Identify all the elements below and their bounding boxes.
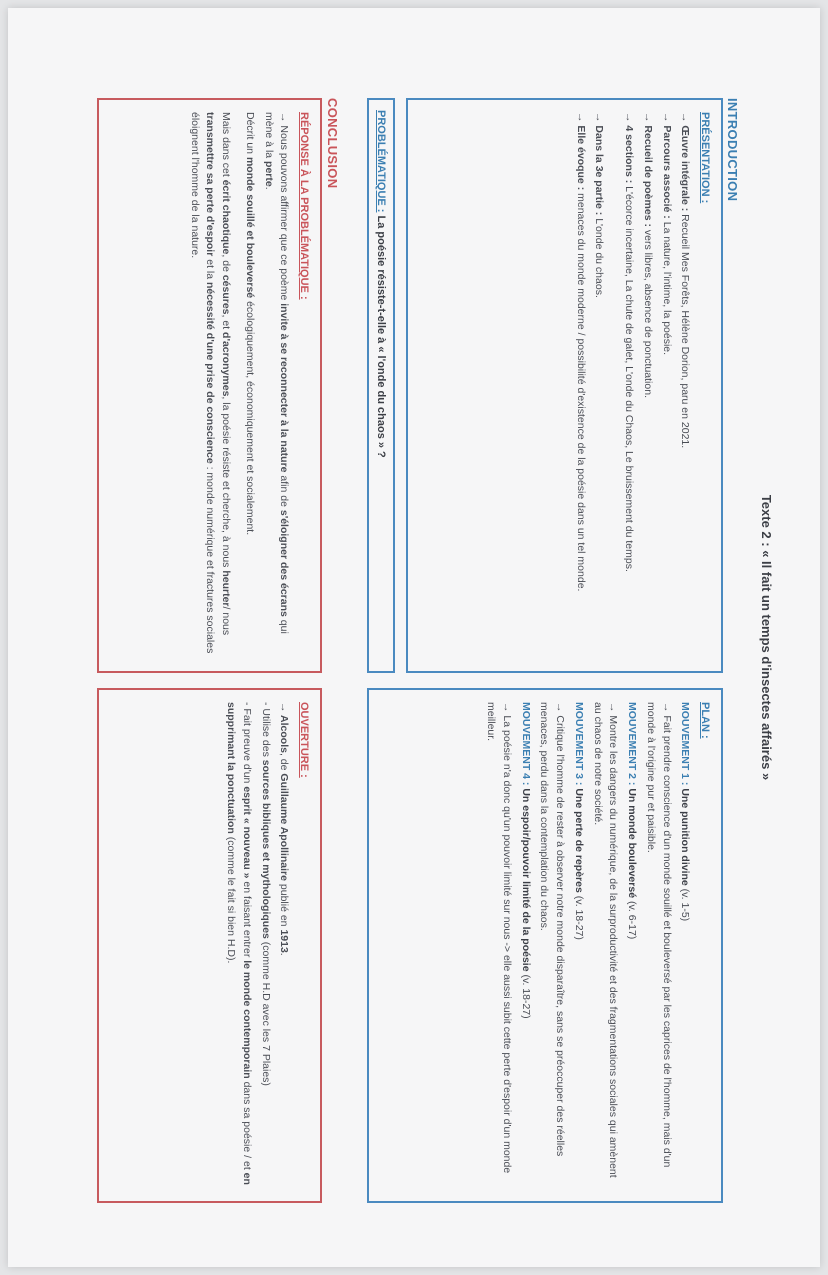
presentation-heading: PRÉSENTATION :: [699, 112, 711, 204]
reponse-paragraph-2: Décrit un monde souillé et bouleversé écologiquement, économiquement et socialement.: [244, 112, 256, 536]
ouverture-heading: OUVERTURE :: [298, 702, 310, 778]
ouverture-line-esprit: - Fait preuve d'un esprit « nouveau » en faisant entrer le monde contemporain dans sa poésie / et en supprimant la ponctuation (comme le fait si bien H.D).: [225, 702, 253, 1185]
reponse-heading: RÉPONSE À LA PROBLÉMATIQUE :: [298, 112, 310, 300]
presentation-line-oeuvre: → Œuvre intégrale : Recueil Mes Forêts, Hélène Dorion, paru en 2021.: [679, 112, 692, 449]
movement-4-title: MOUVEMENT 4 : Un espoir/pouvoir limité de la poésie (v. 18-27): [519, 702, 532, 1019]
rotated-document: [8, 8, 820, 1267]
arrow-icon: →: [660, 112, 673, 126]
arrow-icon: →: [278, 112, 291, 126]
presentation-box: [406, 98, 723, 673]
arrow-icon: →: [278, 702, 291, 716]
presentation-line-evoque: → Elle évoque : menaces du monde moderne / possibilité d'existence de la poésie dans un tel monde.: [574, 112, 587, 592]
presentation-line-sections: → 4 sections : L'écorce incertaine, La chute de galet, L'onde du Chaos, Le bruissement du temps.: [623, 112, 636, 572]
arrow-icon: →: [642, 112, 654, 126]
problematique-text: La poésie résiste-t-elle à « l'onde du chaos » ?: [375, 212, 387, 458]
problematique-label: PROBLÉMATIQUE :: [375, 110, 387, 213]
arrow-icon: →: [679, 112, 692, 126]
presentation-line-partie: → Dans la 3e partie : L'onde du chaos.: [593, 112, 606, 298]
reponse-paragraph-3: Mais dans cet écrit chaotique, de césures, et d'acronymes, la poésie résiste et cherche, à nous heurter/ nous transmettre sa perte d'espoir et la nécessité d'une prise de conscience : monde numérique et fractures sociales éloignent l'homme de la nature.: [188, 112, 233, 654]
document-title: Texte 2 : « Il fait un temps d'insectes affairés »: [759, 494, 774, 781]
movement-3-text: → Critique l'homme de rester à observer notre monde disparaître, sans se préoccuper des réelles menaces, perdu dans la contemplation du chaos.: [538, 702, 567, 1157]
arrow-icon: →: [501, 702, 513, 716]
plan-box: [367, 688, 723, 1203]
arrow-icon: →: [574, 112, 587, 126]
movement-1-text: → Fait prendre conscience d'un monde souillé et bouleversé par les caprices de l'homme, mais d'un monde à l'origine pur et paisible.: [645, 702, 673, 1168]
problematique-box: [367, 98, 395, 673]
arrow-icon: →: [554, 702, 567, 716]
reponse-box: [97, 98, 322, 673]
presentation-line-parcours: → Parcours associé : La nature, l'intime, la poésie.: [660, 112, 673, 356]
ouverture-line-sources: - Utilise des sources bibliques et mythologiques (comme H.D avec les 7 Plaies): [259, 702, 272, 1086]
ouverture-line-alcools: → Alcools, de Guillaume Apollinaire publié en 1913.: [278, 702, 291, 956]
presentation-line-recueil: → Recueil de poèmes : vers libres, absence de ponctuation.: [642, 112, 654, 398]
introduction-heading: INTRODUCTION: [725, 98, 740, 202]
movement-1-title: MOUVEMENT 1 : Une punition divine (v. 1-5): [679, 702, 692, 922]
conclusion-heading: CONCLUSION: [325, 98, 340, 189]
movement-4-text: → La poésie n'a donc qu'un pouvoir limité sur nous -> elle aussi subit cette perte d'espoir d'un monde meilleur.: [485, 702, 513, 1174]
paper-sheet: [8, 8, 820, 1267]
movement-2-title: MOUVEMENT 2 : Un monde bouleversé (v. 6-17): [626, 702, 639, 940]
ouverture-box: [97, 688, 322, 1203]
arrow-icon: →: [623, 112, 636, 126]
arrow-icon: →: [593, 112, 606, 126]
plan-heading: PLAN :: [699, 702, 711, 739]
reponse-paragraph-1: → Nous pouvons affirmer que ce poème invite à se reconnecter à la nature afin de s'éloigner des écrans qui mène à la perte.: [262, 112, 291, 634]
arrow-icon: →: [607, 702, 620, 716]
movement-3-title: MOUVEMENT 3 : Une perte de repères (v. 18-27): [573, 702, 585, 940]
arrow-icon: →: [660, 702, 673, 716]
movement-2-text: → Montre les dangers du numérique, de la surproductivité et des fragmentations sociales qui amènent au chaos de notre société.: [591, 702, 620, 1178]
